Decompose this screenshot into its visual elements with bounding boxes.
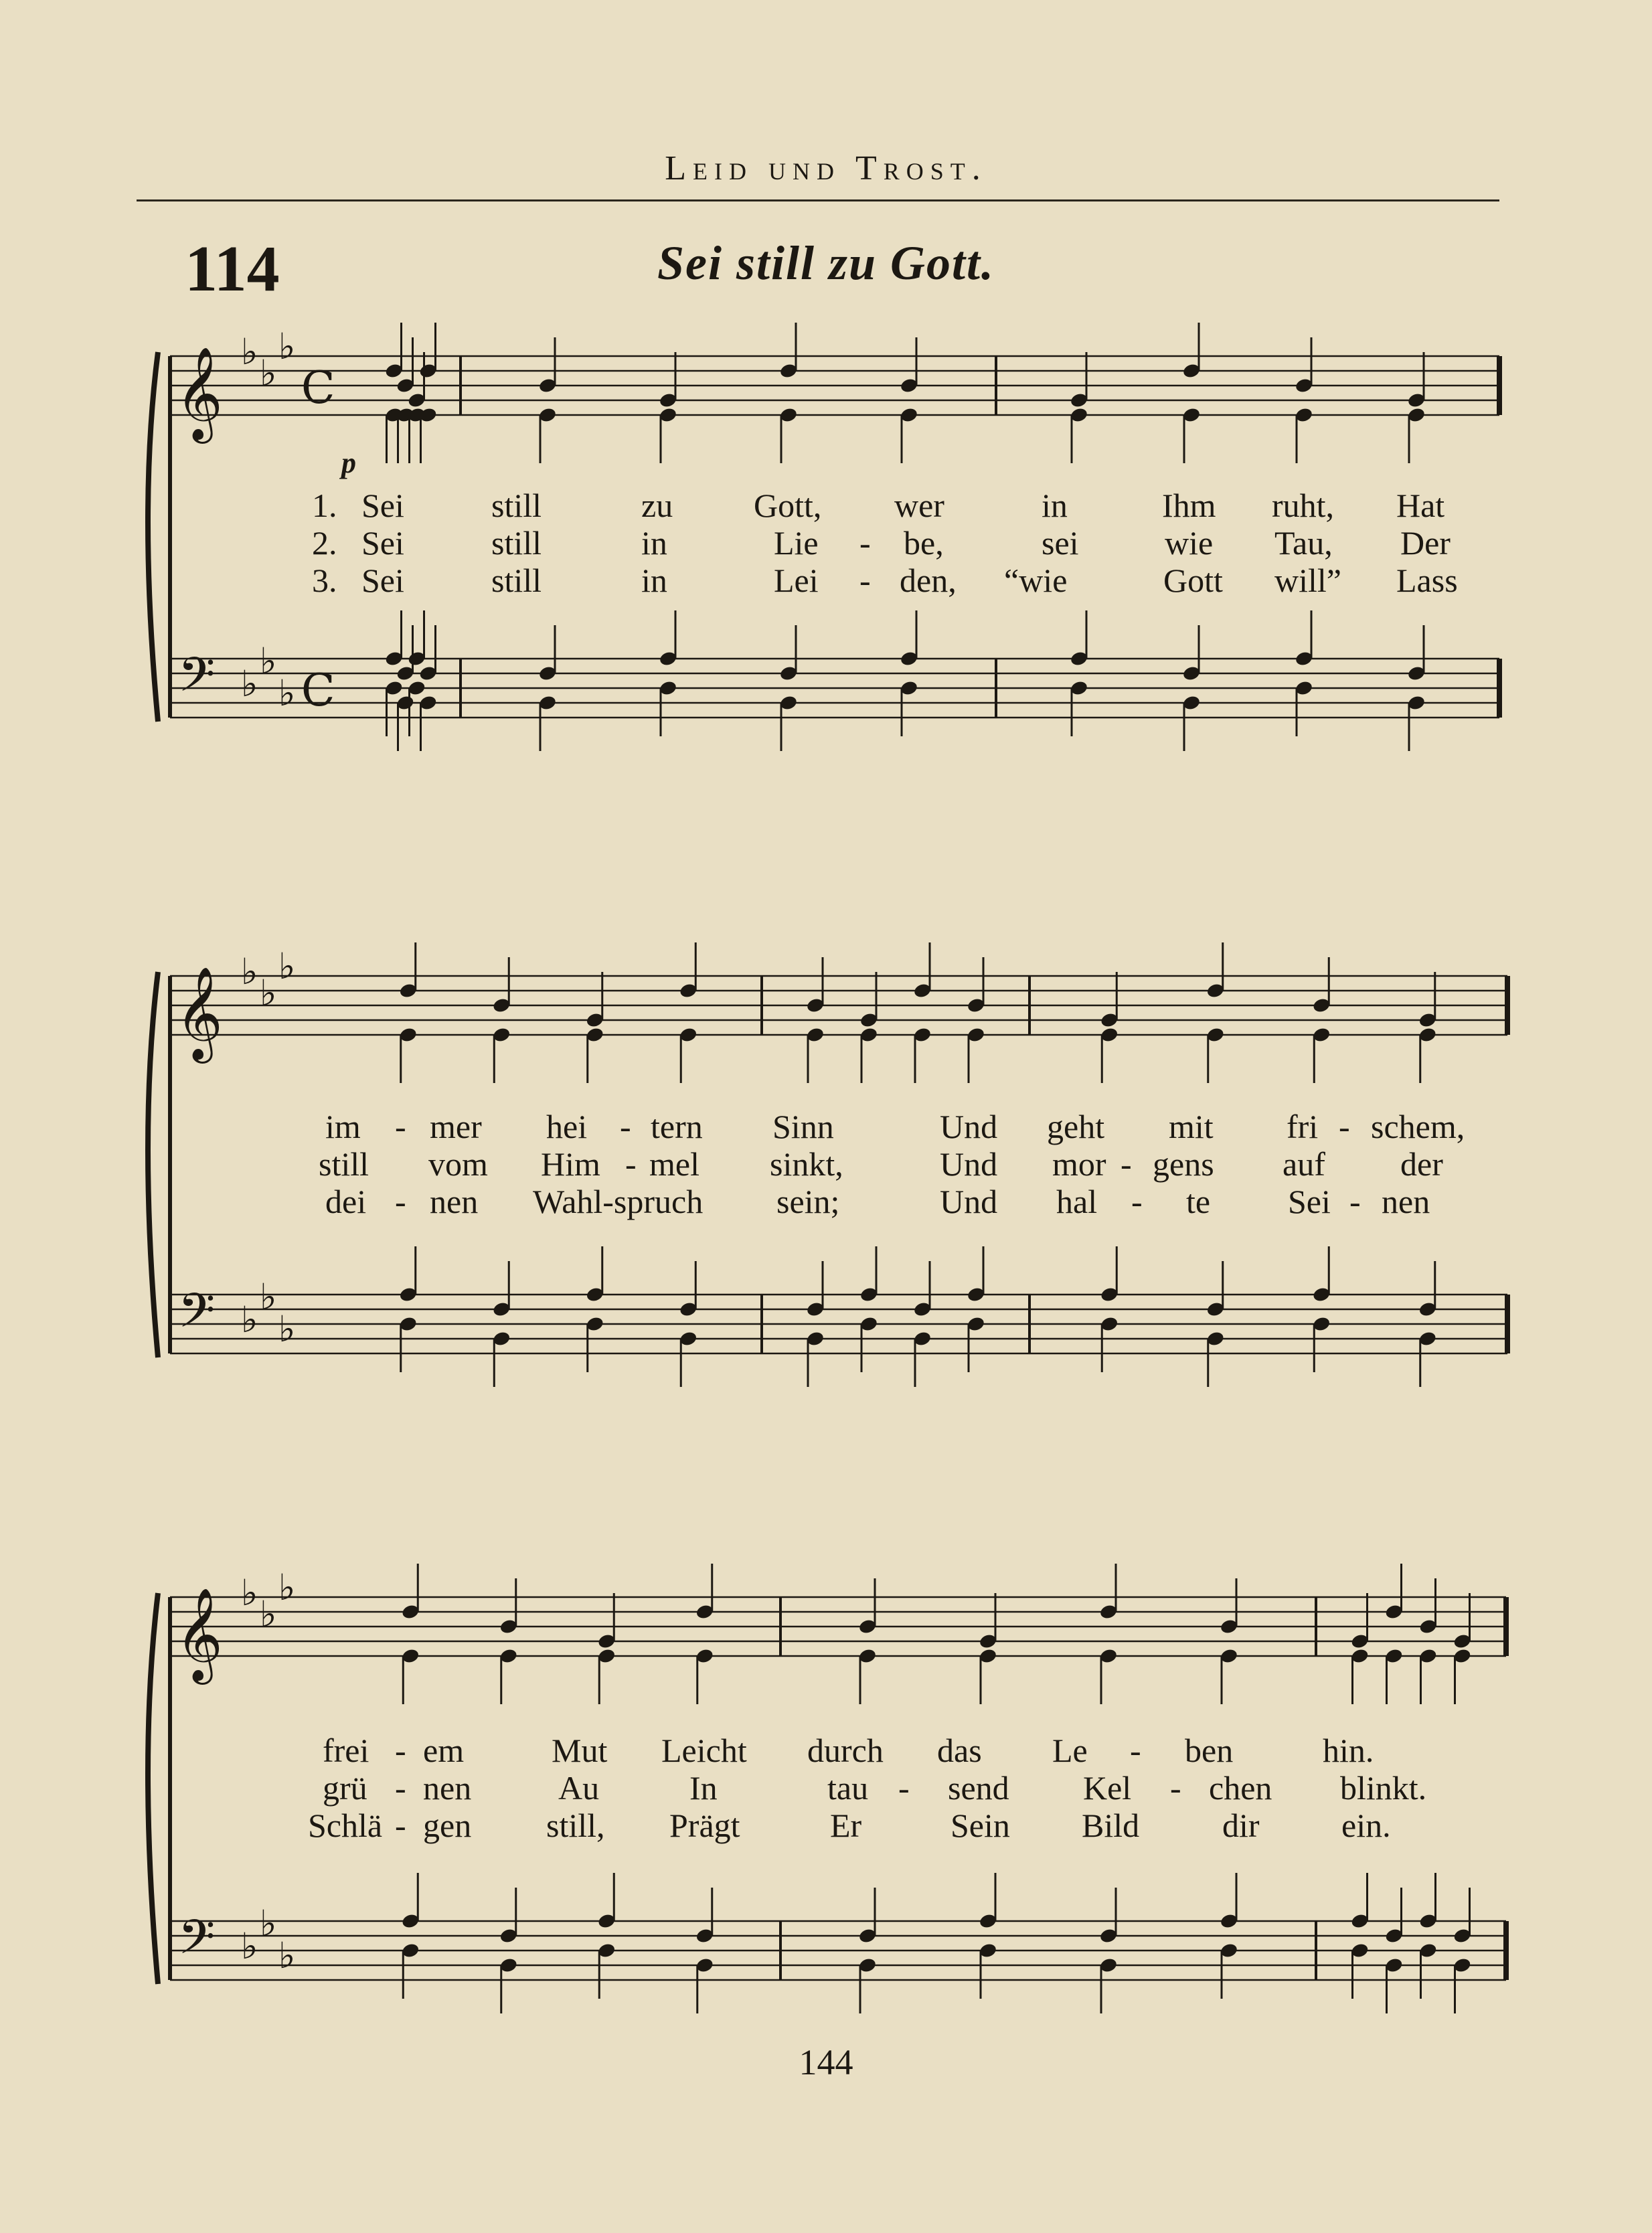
lyric-syllable: in [641, 524, 667, 562]
flat-symbol: ♭ [241, 1572, 258, 1614]
lyric-syllable: - [1121, 1145, 1132, 1183]
lyric-syllable: gen [423, 1807, 472, 1844]
lyric-syllable: - [620, 1108, 631, 1145]
flat-symbol: ♭ [278, 672, 296, 714]
system-brace [148, 352, 158, 722]
lyric-syllable: zu [641, 487, 673, 524]
lyric-syllable: ruht, [1272, 487, 1335, 524]
lyric-syllable: - [898, 1769, 910, 1807]
lyric-syllable: - [395, 1108, 406, 1145]
lyric-syllable: ben [1185, 1732, 1234, 1769]
lyric-syllable: mel [649, 1145, 699, 1183]
flat-symbol: ♭ [260, 1276, 277, 1318]
flat-symbol: ♭ [241, 1925, 258, 1967]
lyric-syllable: blinkt. [1340, 1769, 1427, 1807]
verse-number: 2. [312, 524, 337, 562]
lyric-syllable: Mut [552, 1732, 608, 1769]
lyric-syllable: hal [1056, 1183, 1098, 1220]
lyric-syllable: - [395, 1183, 406, 1220]
lyric-syllable: - [395, 1732, 406, 1769]
lyric-syllable: Hat [1396, 487, 1445, 524]
lyric-syllable: - [625, 1145, 637, 1183]
lyric-syllable: nen [1382, 1183, 1430, 1220]
lyric-syllable: grü [323, 1769, 367, 1807]
lyric-syllable: hin. [1323, 1732, 1374, 1769]
lyric-syllable: Er [830, 1807, 862, 1844]
lyric-syllable: - [1339, 1108, 1350, 1145]
clef-symbol: 𝄢 [178, 1283, 216, 1350]
lyric-syllable: Gott [1163, 562, 1223, 599]
lyric-syllable: geht [1047, 1108, 1105, 1145]
lyric-syllable: Sei [361, 562, 404, 599]
lyric-syllable: Sei [1288, 1183, 1331, 1220]
system-brace [148, 972, 158, 1357]
lyric-syllable: mit [1169, 1108, 1214, 1145]
flat-symbol: ♭ [278, 325, 296, 367]
flat-symbol: ♭ [260, 1593, 277, 1635]
lyric-syllable: still [491, 524, 542, 562]
lyric-syllable: Und [940, 1183, 998, 1220]
lyric-syllable: hei [546, 1108, 588, 1145]
flat-symbol: ♭ [241, 331, 258, 373]
lyric-syllable: der [1400, 1145, 1443, 1183]
lyric-syllable: - [1170, 1769, 1181, 1807]
lyric-syllable: Kel [1083, 1769, 1132, 1807]
flat-symbol: ♭ [260, 1902, 277, 1945]
lyric-syllable: Und [940, 1108, 998, 1145]
lyric-syllable: nen [423, 1769, 472, 1807]
hymn-number: 114 [185, 233, 280, 305]
lyric-syllable: Sinn [772, 1108, 834, 1145]
lyric-syllable: wie [1165, 524, 1214, 562]
section-header: Leid und Trost. [665, 149, 987, 187]
lyric-syllable: still, [546, 1807, 605, 1844]
lyric-syllable: dei [325, 1183, 367, 1220]
lyric-syllable: - [395, 1807, 406, 1844]
lyric-syllable: das [937, 1732, 982, 1769]
dynamic-piano: p [341, 446, 356, 479]
lyric-syllable: gens [1153, 1145, 1214, 1183]
clef-symbol: 𝄞 [175, 967, 223, 1060]
lyric-syllable: chen [1209, 1769, 1272, 1807]
lyric-syllable: in [1042, 487, 1068, 524]
lyric-syllable: durch [807, 1732, 884, 1769]
lyric-syllable: nen [430, 1183, 479, 1220]
lyric-syllable: Sein [951, 1807, 1010, 1844]
flat-symbol: ♭ [260, 972, 277, 1014]
lyric-syllable: auf [1283, 1145, 1325, 1183]
lyric-syllable: will” [1274, 562, 1341, 599]
lyric-syllable: Le [1052, 1732, 1088, 1769]
lyric-syllable: frei [323, 1732, 369, 1769]
lyric-syllable: Sei [361, 524, 404, 562]
clef-symbol: 𝄢 [178, 1910, 216, 1977]
hymn-title: Sei still zu Gott. [657, 236, 995, 290]
lyric-syllable: - [1131, 1183, 1143, 1220]
lyric-syllable: - [859, 524, 871, 562]
lyric-syllable: sinkt, [770, 1145, 843, 1183]
lyric-syllable: Lass [1396, 562, 1458, 599]
lyric-syllable: vom [428, 1145, 488, 1183]
lyric-syllable: still [319, 1145, 369, 1183]
flat-symbol: ♭ [278, 945, 296, 987]
lyric-syllable: still [491, 487, 542, 524]
flat-symbol: ♭ [241, 1299, 258, 1341]
lyric-syllable: Und [940, 1145, 998, 1183]
lyric-syllable: in [641, 562, 667, 599]
lyric-syllable: - [1130, 1732, 1141, 1769]
lyric-syllable: dir [1222, 1807, 1260, 1844]
lyric-syllable: In [689, 1769, 718, 1807]
lyric-syllable: im [325, 1108, 361, 1145]
clef-symbol: 𝄞 [175, 347, 223, 440]
lyric-syllable: den, [900, 562, 957, 599]
time-signature: C [301, 362, 335, 414]
lyric-syllable: Schlä [308, 1807, 383, 1844]
lyric-syllable: sei [1042, 524, 1079, 562]
lyric-syllable: Ihm [1162, 487, 1216, 524]
system-brace [148, 1593, 158, 1984]
lyric-syllable: Der [1400, 524, 1451, 562]
flat-symbol: ♭ [260, 352, 277, 394]
lyric-syllable: - [395, 1769, 406, 1807]
lyric-syllable: - [859, 562, 871, 599]
flat-symbol: ♭ [260, 640, 277, 682]
lyric-syllable: still [491, 562, 542, 599]
lyric-syllable: Lie [774, 524, 819, 562]
lyric-syllable: em [423, 1732, 465, 1769]
lyric-syllable: - [1349, 1183, 1361, 1220]
lyric-syllable: Sei [361, 487, 404, 524]
lyric-syllable: mor [1052, 1145, 1106, 1183]
lyric-syllable: be, [904, 524, 944, 562]
lyric-syllable: tern [651, 1108, 703, 1145]
flat-symbol: ♭ [241, 663, 258, 705]
lyric-syllable: Wahl-spruch [533, 1183, 704, 1220]
lyric-syllable: Lei [774, 562, 819, 599]
clef-symbol: 𝄞 [175, 1588, 223, 1681]
lyric-syllable: schem, [1371, 1108, 1465, 1145]
lyric-syllable: Gott, [754, 487, 822, 524]
lyric-syllable: te [1186, 1183, 1211, 1220]
flat-symbol: ♭ [278, 1308, 296, 1350]
verse-number: 3. [312, 562, 337, 599]
lyric-syllable: mer [430, 1108, 482, 1145]
lyric-syllable: Him [541, 1145, 600, 1183]
page-number: 144 [799, 2042, 853, 2082]
clef-symbol: 𝄢 [178, 647, 216, 714]
lyric-syllable: Leicht [661, 1732, 747, 1769]
lyric-syllable: Au [558, 1769, 600, 1807]
flat-symbol: ♭ [241, 950, 258, 993]
lyric-syllable: Bild [1082, 1807, 1140, 1844]
lyric-syllable: sein; [776, 1183, 840, 1220]
lyric-syllable: send [948, 1769, 1009, 1807]
lyric-syllable: tau [827, 1769, 869, 1807]
time-signature: C [301, 665, 335, 716]
flat-symbol: ♭ [278, 1934, 296, 1977]
lyric-syllable: wer [894, 487, 944, 524]
lyric-syllable: “wie [1004, 562, 1068, 599]
lyric-syllable: ein. [1341, 1807, 1391, 1844]
lyric-syllable: Prägt [669, 1807, 740, 1844]
lyric-syllable: Tau, [1274, 524, 1333, 562]
flat-symbol: ♭ [278, 1566, 296, 1608]
verse-number: 1. [312, 487, 337, 524]
lyric-syllable: fri [1287, 1108, 1319, 1145]
